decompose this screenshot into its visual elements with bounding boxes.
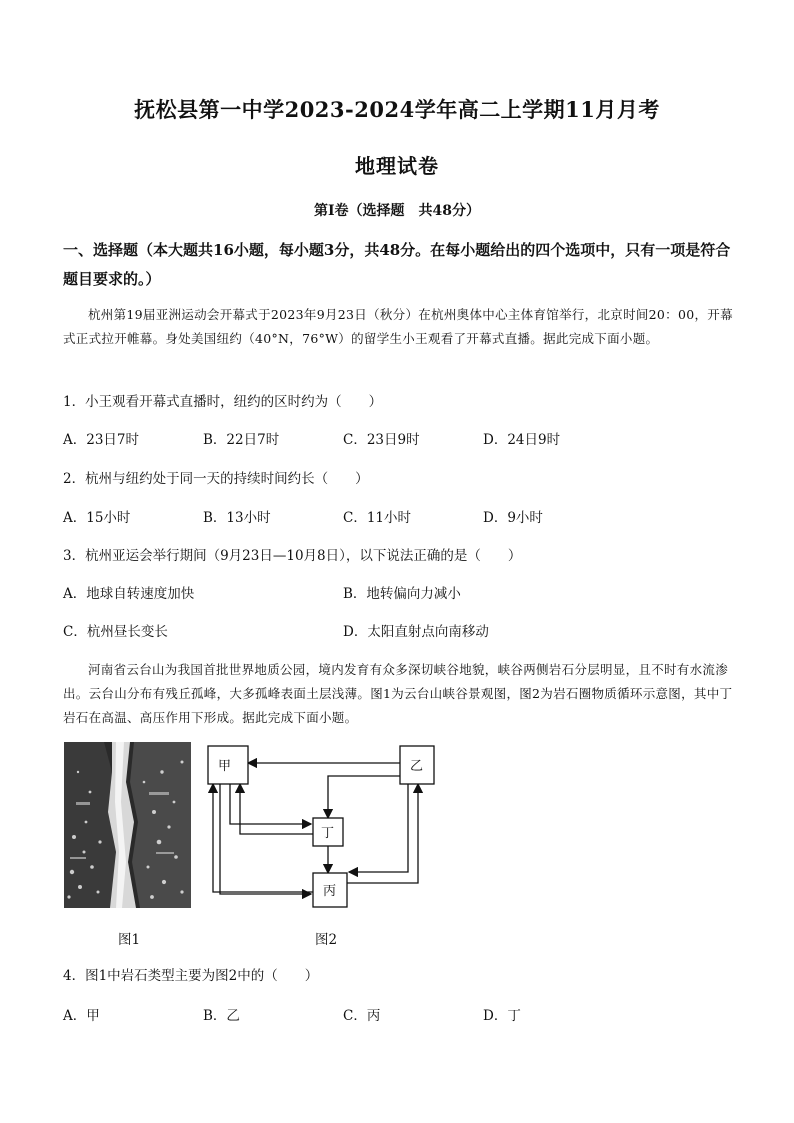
question-3: 3．杭州亚运会举行期间（9月23日—10月8日），以下说法正确的是（ ）: [63, 548, 522, 564]
figure-1-caption: 图1: [118, 932, 141, 948]
question-2: 2．杭州与纽约处于同一天的持续时间约长（ ）: [63, 471, 369, 487]
q2-option-d: D．9小时: [483, 510, 543, 526]
node-jia-label: 甲: [218, 759, 232, 774]
passage-2: 河南省云台山为我国首批世界地质公园，境内发育有众多深切峡谷地貌，峡谷两侧岩石分层明显，且不时有水流渗出。云台山分布有残丘孤峰，大多孤峰表面土层浅薄。图1为云台山峡谷景观图，图2为岩石圈物质循环示意图，其中丁岩石在高温、高压作用下形成。据此完成下面小题。: [63, 662, 733, 725]
question-4: 4．图1中岩石类型主要为图2中的（ ）: [63, 968, 319, 984]
subject-title: 地理试卷: [355, 154, 439, 178]
question-1: 1．小王观看开幕式直播时，纽约的区时约为（ ）: [63, 394, 383, 410]
q4-option-c: C．丙: [343, 1008, 381, 1024]
exam-title: 抚松县第一中学2023-2024学年高二上学期11月月考: [134, 97, 660, 122]
q3-option-b: B．地转偏向力减小: [343, 586, 461, 602]
q2-option-b: B．13小时: [203, 510, 271, 526]
q2-option-c: C．11小时: [343, 510, 412, 526]
node-ding-label: 丁: [321, 826, 335, 841]
q1-option-c: C．23日9时: [343, 432, 420, 448]
section-heading: 一、选择题（本大题共16小题，每小题3分，共48分。在每小题给出的四个选项中，只有一项是符合题目要求的。）: [63, 241, 731, 288]
q3-option-d: D．太阳直射点向南移动: [343, 624, 489, 640]
rock-cycle-diagram: [200, 742, 440, 912]
q4-option-b: B．乙: [203, 1008, 240, 1024]
q2-option-a: A．15小时: [63, 510, 131, 526]
q4-option-a: A．甲: [63, 1008, 100, 1024]
q1-option-d: D．24日9时: [483, 432, 561, 448]
q4-option-d: D．丁: [483, 1008, 521, 1024]
q3-option-a: A．地球自转速度加快: [63, 586, 195, 602]
part-title: 第Ⅰ卷（选择题 共48分）: [313, 203, 481, 219]
node-bing-label: 丙: [323, 884, 337, 899]
passage-1: 杭州第19届亚洲运动会开幕式于2023年9月23日（秋分）在杭州奥体中心主体育馆举行，北京时间20：00，开幕式正式拉开帷幕。身处美国纽约（40°N，76°W）的留学生小王观看了开幕式直播。据此完成下面小题。: [63, 307, 733, 346]
canyon-photo: [64, 742, 191, 908]
node-yi-label: 乙: [410, 759, 424, 774]
q1-option-b: B．22日7时: [203, 432, 280, 448]
q1-option-a: A．23日7时: [63, 432, 140, 448]
q3-option-c: C．杭州昼长变长: [63, 624, 168, 640]
figure-2-caption: 图2: [315, 932, 338, 948]
